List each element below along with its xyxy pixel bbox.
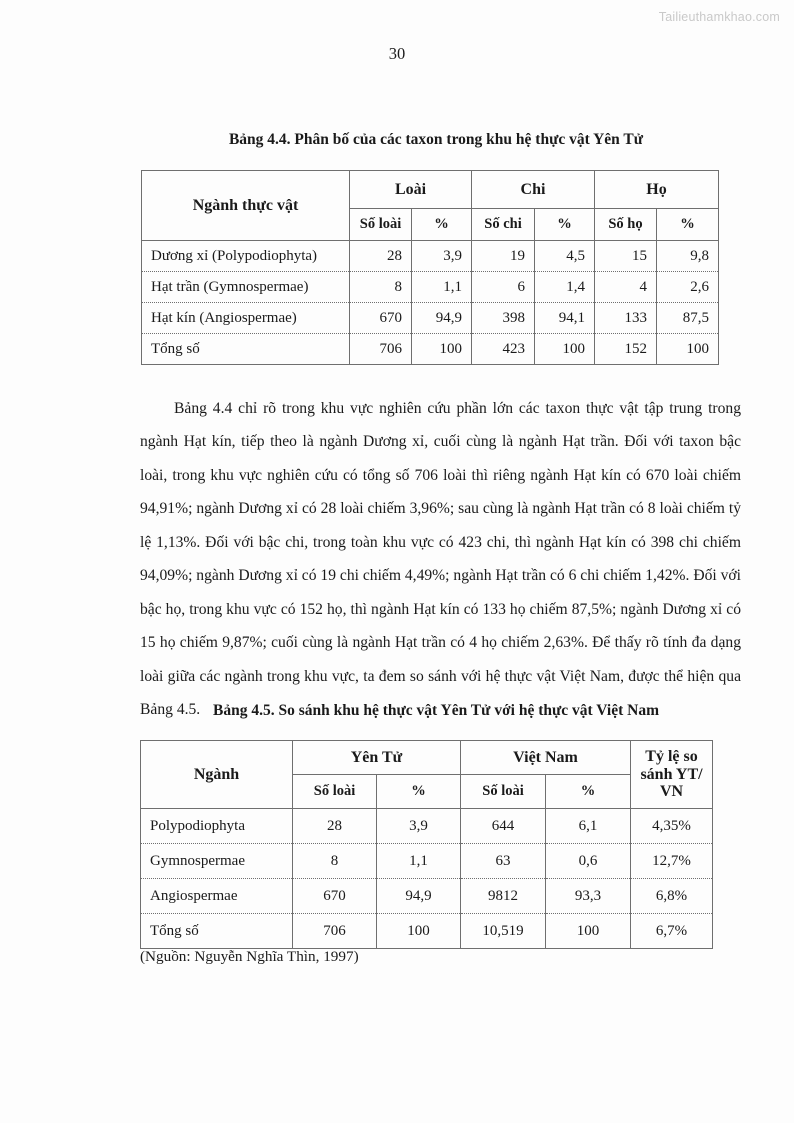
cell-taxon-name: Hạt trần (Gymnospermae) [142,272,350,303]
header-pct-ho: % [657,209,719,241]
cell-yt-so-loai: 28 [293,809,377,844]
header-so-loai: Số loài [350,209,412,241]
cell-yt-pct: 1,1 [377,844,461,879]
cell-pct-ho: 9,8 [657,241,719,272]
cell-yt-so-loai: 8 [293,844,377,879]
header-group-viet-nam: Việt Nam [461,741,631,775]
cell-so-ho: 15 [595,241,657,272]
cell-pct-loai: 3,9 [412,241,472,272]
cell-pct-loai: 94,9 [412,303,472,334]
watermark: Tailieuthamkhao.com [658,10,780,24]
cell-taxon-name: Tổng số [142,334,350,365]
table-row [142,241,719,272]
header-group-loai: Loài [350,171,472,209]
cell-pct-chi: 4,5 [535,241,595,272]
cell-vn-so-loai: 644 [461,809,546,844]
header-ratio: Tỷ lệ so sánh YT/ VN [631,741,713,809]
cell-taxon-name: Angiospermae [141,879,293,914]
table-row [141,844,713,879]
cell-yt-so-loai: 706 [293,914,377,949]
body-paragraph: Bảng 4.4 chỉ rõ trong khu vực nghiên cứu phần lớn các taxon thực vật tập trung trong ngành Hạt kín, tiếp theo là ngành Dương xỉ, cuối cùng là ngành Hạt trần. Đối với taxon bậc loài, trong khu vực nghiên cứu có tổng số 706 loài thì riêng ngành Hạt kín có 670 loài chiếm 94,91%; ngành Dương xỉ có 28 loài chiếm 3,96%; sau cùng là ngành Hạt trần có 8 loài chiếm tỷ lệ 1,13%. Đối với bậc chi, trong toàn khu vực có 423 chi, thì ngành Hạt kín có 398 chi chiếm 94,09%; ngành Dương xỉ có 19 chi chiếm 4,49%; ngành Hạt trần có 6 chi chiếm 1,42%. Đối với bậc họ, trong khu vực có 152 họ, thì ngành Hạt kín có 133 họ chiếm 87,5%; ngành Dương xỉ có 15 họ chiếm 9,87%; cuối cùng là ngành Hạt trần có 4 họ chiếm 2,63%. Để thấy rõ tính đa dạng loài giữa các ngành trong khu vực, ta đem so sánh với hệ thực vật Việt Nam, được thể hiện qua Bảng 4.5. [140,399,741,719]
cell-so-chi: 423 [472,334,535,365]
cell-so-loai: 706 [350,334,412,365]
header-group-ho: Họ [595,171,719,209]
header-yt-so-loai: Số loài [293,775,377,809]
cell-taxon-name: Hạt kín (Angiospermae) [142,303,350,334]
table-row [142,272,719,303]
cell-yt-so-loai: 670 [293,879,377,914]
cell-ratio: 6,7% [631,914,713,949]
table-4-5 [140,740,713,949]
header-yt-pct: % [377,775,461,809]
cell-so-loai: 8 [350,272,412,303]
cell-so-loai: 28 [350,241,412,272]
cell-so-chi: 6 [472,272,535,303]
cell-taxon-name: Gymnospermae [141,844,293,879]
header-so-chi: Số chi [472,209,535,241]
table-row [142,303,719,334]
cell-pct-loai: 100 [412,334,472,365]
header-vn-so-loai: Số loài [461,775,546,809]
cell-pct-chi: 100 [535,334,595,365]
cell-pct-ho: 100 [657,334,719,365]
table-4-4-header-top [142,171,719,209]
cell-pct-chi: 1,4 [535,272,595,303]
cell-ratio: 6,8% [631,879,713,914]
cell-taxon-name: Tổng số [141,914,293,949]
cell-pct-ho: 2,6 [657,272,719,303]
cell-vn-pct: 6,1 [546,809,631,844]
cell-vn-pct: 93,3 [546,879,631,914]
cell-so-ho: 133 [595,303,657,334]
cell-so-chi: 398 [472,303,535,334]
table-row [141,914,713,949]
cell-ratio: 12,7% [631,844,713,879]
header-row-label: Ngành [141,741,293,809]
table-row [141,809,713,844]
cell-yt-pct: 3,9 [377,809,461,844]
cell-pct-loai: 1,1 [412,272,472,303]
header-group-chi: Chi [472,171,595,209]
cell-yt-pct: 94,9 [377,879,461,914]
header-pct-chi: % [535,209,595,241]
cell-pct-chi: 94,1 [535,303,595,334]
table-row [141,879,713,914]
cell-taxon-name: Polypodiophyta [141,809,293,844]
cell-pct-ho: 87,5 [657,303,719,334]
header-group-yen-tu: Yên Tử [293,741,461,775]
table-4-4 [141,170,719,365]
header-vn-pct: % [546,775,631,809]
table-4-5-header-top [141,741,713,775]
cell-vn-so-loai: 63 [461,844,546,879]
table-4-4-caption: Bảng 4.4. Phân bố của các taxon trong khu hệ thực vật Yên Tử [228,131,644,148]
cell-vn-pct: 100 [546,914,631,949]
cell-vn-so-loai: 10,519 [461,914,546,949]
cell-vn-pct: 0,6 [546,844,631,879]
table-4-5-caption: Bảng 4.5. So sánh khu hệ thực vật Yên Tử với hệ thực vật Việt Nam [213,702,659,719]
cell-so-chi: 19 [472,241,535,272]
cell-taxon-name: Dương xỉ (Polypodiophyta) [142,241,350,272]
cell-yt-pct: 100 [377,914,461,949]
cell-vn-so-loai: 9812 [461,879,546,914]
header-so-ho: Số họ [595,209,657,241]
cell-so-ho: 152 [595,334,657,365]
page-number: 30 [388,44,406,63]
cell-ratio: 4,35% [631,809,713,844]
header-pct-loai: % [412,209,472,241]
source-note: (Nguồn: Nguyễn Nghĩa Thìn, 1997) [140,948,359,965]
cell-so-loai: 670 [350,303,412,334]
table-row [142,334,719,365]
cell-so-ho: 4 [595,272,657,303]
header-row-label: Ngành thực vật [142,171,350,241]
